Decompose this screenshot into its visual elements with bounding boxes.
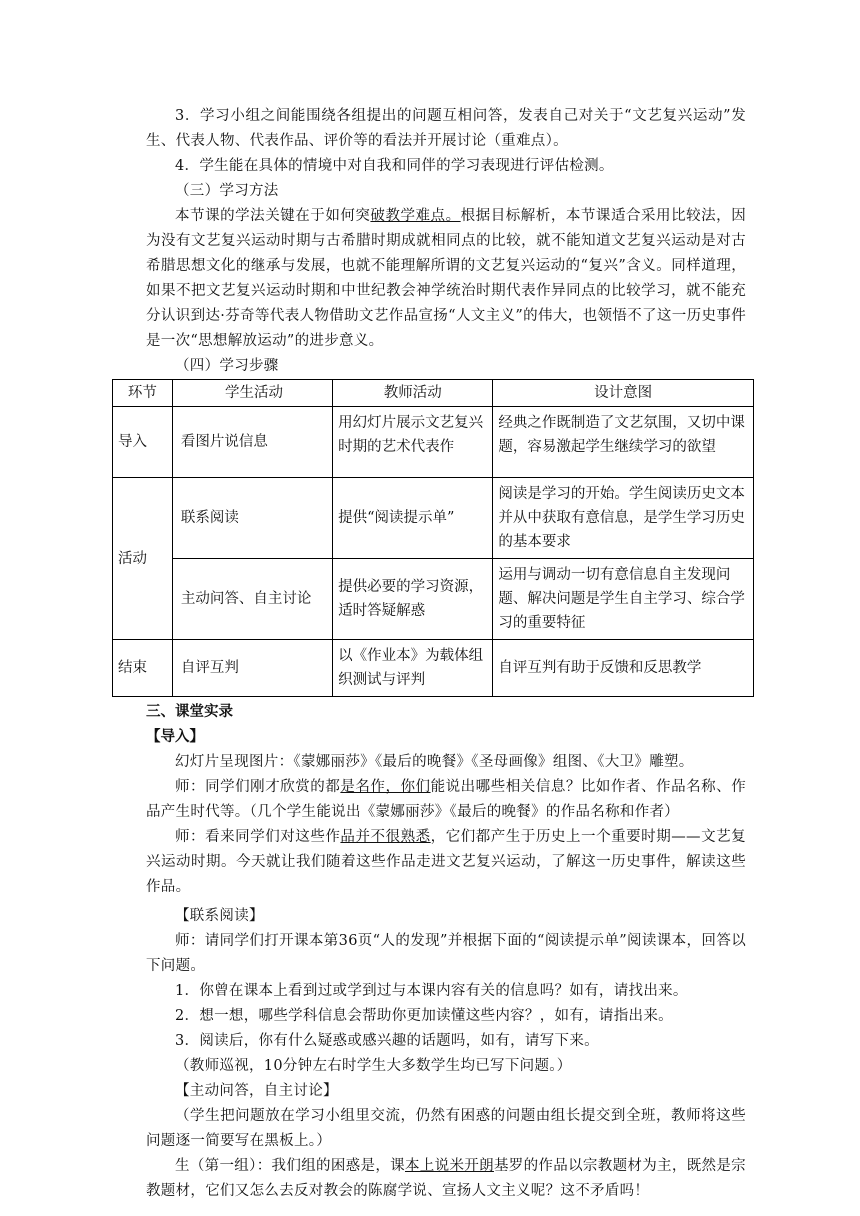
table-cell-intent: 阅读是学习的开始。学生阅读历史文本并从中获取有意信息，是学生学习历史的基本要求 xyxy=(493,478,754,559)
document-page xyxy=(118,104,746,1204)
table-header-student: 学生活动 xyxy=(172,380,332,407)
table-cell-stage: 导入 xyxy=(113,407,173,478)
discussion-p1-underlined: 本上说米开朗 xyxy=(404,1158,494,1174)
reading-note: （教师巡视，10分钟左右时学生大多数学生均已写下问题。） xyxy=(175,1058,572,1074)
intro-p2-text-b: 能说出哪些相关信息？比如作者、作品名称、作品产生时代等。（几个学生能说出《蒙娜丽莎》《最后的晚餐》的作品名称和作者） xyxy=(146,779,746,820)
intro-p3-underlined: 品并不很熟悉 xyxy=(340,829,431,845)
subheading-reading: 【联系阅读】 xyxy=(175,908,264,924)
method-text-a: 本节课的学法关键在于如何突 xyxy=(175,208,371,224)
reading-paragraph: 师：请同学们打开课本第36页“人的发现”并根据下面的“阅读提示单”阅读课本，回答以下问题。 xyxy=(146,933,746,974)
intro-paragraph-2 xyxy=(146,775,746,825)
learning-steps-table xyxy=(112,379,754,697)
method-text-b: 根据目标解析，本节课适合采用比较法，因为没有文艺复兴运动时期与古希腊时期成就相同点的比较，就不能知道文艺复兴运动是对古希腊思想文化的继承与发展，也就不能理解所谓的文艺复兴运动的“复兴”含义。同样道理，如果不把文艺复兴运动时期和中世纪教会神学统治时期代表作异同点的比较学习，就不能充分认识到达·芬奇等代表人物借助文艺作品宣扬“人文主义”的伟大，也领悟不了这一历史事件是一次“思想解放运动”的进步意义。 xyxy=(146,208,746,349)
table-cell-teacher: 提供“阅读提示单” xyxy=(333,478,493,559)
table-row xyxy=(113,478,754,559)
table-header-stage: 环节 xyxy=(113,380,173,407)
subheading-discussion: 【主动问答，自主讨论】 xyxy=(175,1083,338,1099)
intro-p3-text-a: 师：看来同学们对这些作 xyxy=(175,829,341,845)
discussion-p1-text-a: 生（第一组）：我们组的困惑是，课 xyxy=(175,1158,405,1174)
intro-p3-text-b: ，它们都产生于历史上一个重要时期——文艺复兴运动时期。今天就让我们随着这些作品走进文艺复兴运动，了解这一历史事件，解读这些作品。 xyxy=(146,829,746,895)
table-cell-student: 看图片说信息 xyxy=(172,407,332,478)
table-cell-intent: 运用与调动一切有意信息自主发现问题、解决问题是学生自主学习、综合学习的重要特征 xyxy=(493,559,754,640)
discussion-p1-text-b: 基罗的作品以宗教题材为主，既然是宗教题材，它们又怎么去反对教会的陈腐学说、宣扬人文主义呢？这不矛盾吗！ xyxy=(146,1158,746,1199)
method-heading: （三）学习方法 xyxy=(175,183,279,199)
table-cell-stage: 活动 xyxy=(113,478,173,640)
reading-question-1: 1．你曾在课本上看到过或学到过与本课内容有关的信息吗？如有，请找出来。 xyxy=(175,983,688,999)
table-cell-student: 联系阅读 xyxy=(172,478,332,559)
steps-heading: （四）学习步骤 xyxy=(175,358,279,374)
discussion-note: （学生把问题放在学习小组里交流，仍然有困惑的问题由组长提交到全班，教师将这些问题逐一简要写在黑板上。） xyxy=(146,1108,746,1149)
section-heading-classroom-record: 三、课堂实录 xyxy=(146,704,233,720)
subheading-intro: 【导入】 xyxy=(146,729,204,745)
table-row xyxy=(113,640,754,697)
table-cell-teacher: 用幻灯片展示文艺复兴时期的艺术代表作 xyxy=(333,407,493,478)
intro-paragraph-1: 幻灯片呈现图片：《蒙娜丽莎》《最后的晚餐》《圣母画像》组图、《大卫》雕塑。 xyxy=(175,754,694,770)
objective-item-3: 3．学习小组之间能围绕各组提出的问题互相问答，发表自己对关于“文艺复兴运动”发生、代表人物、代表作品、评价等的看法并开展讨论（重难点）。 xyxy=(146,108,746,149)
method-text-underlined: 破教学难点。 xyxy=(370,208,461,224)
reading-question-3: 3．阅读后，你有什么疑惑或感兴趣的话题吗，如有，请写下来。 xyxy=(175,1033,599,1049)
intro-p2-underlined: 是名作，你们 xyxy=(340,779,431,795)
table-cell-intent: 自评互判有助于反馈和反思教学 xyxy=(493,640,754,697)
table-cell-intent: 经典之作既制造了文艺氛围，又切中课题，容易激起学生继续学习的欲望 xyxy=(493,407,754,478)
table-header-intent: 设计意图 xyxy=(493,380,754,407)
table-header-row xyxy=(113,380,754,407)
table-cell-student: 自评互判 xyxy=(172,640,332,697)
method-paragraph xyxy=(146,204,746,354)
objective-item-4: 4．学生能在具体的情境中对自我和同伴的学习表现进行评估检测。 xyxy=(175,158,614,174)
intro-p2-text-a: 师：同学们刚才欣赏的都 xyxy=(175,779,341,795)
intro-paragraph-3 xyxy=(146,825,746,900)
reading-question-2: 2．想一想，哪些学科信息会帮助你更加读懂这些内容？，如有，请指出来。 xyxy=(175,1008,673,1024)
table-cell-stage: 结束 xyxy=(113,640,173,697)
table-cell-teacher: 以《作业本》为载体组织测试与评判 xyxy=(333,640,493,697)
table-header-teacher: 教师活动 xyxy=(333,380,493,407)
table-row xyxy=(113,407,754,478)
table-row xyxy=(113,559,754,640)
table-cell-teacher: 提供必要的学习资源，适时答疑解惑 xyxy=(333,559,493,640)
discussion-paragraph-1 xyxy=(146,1154,746,1204)
table-cell-student: 主动问答、自主讨论 xyxy=(172,559,332,640)
